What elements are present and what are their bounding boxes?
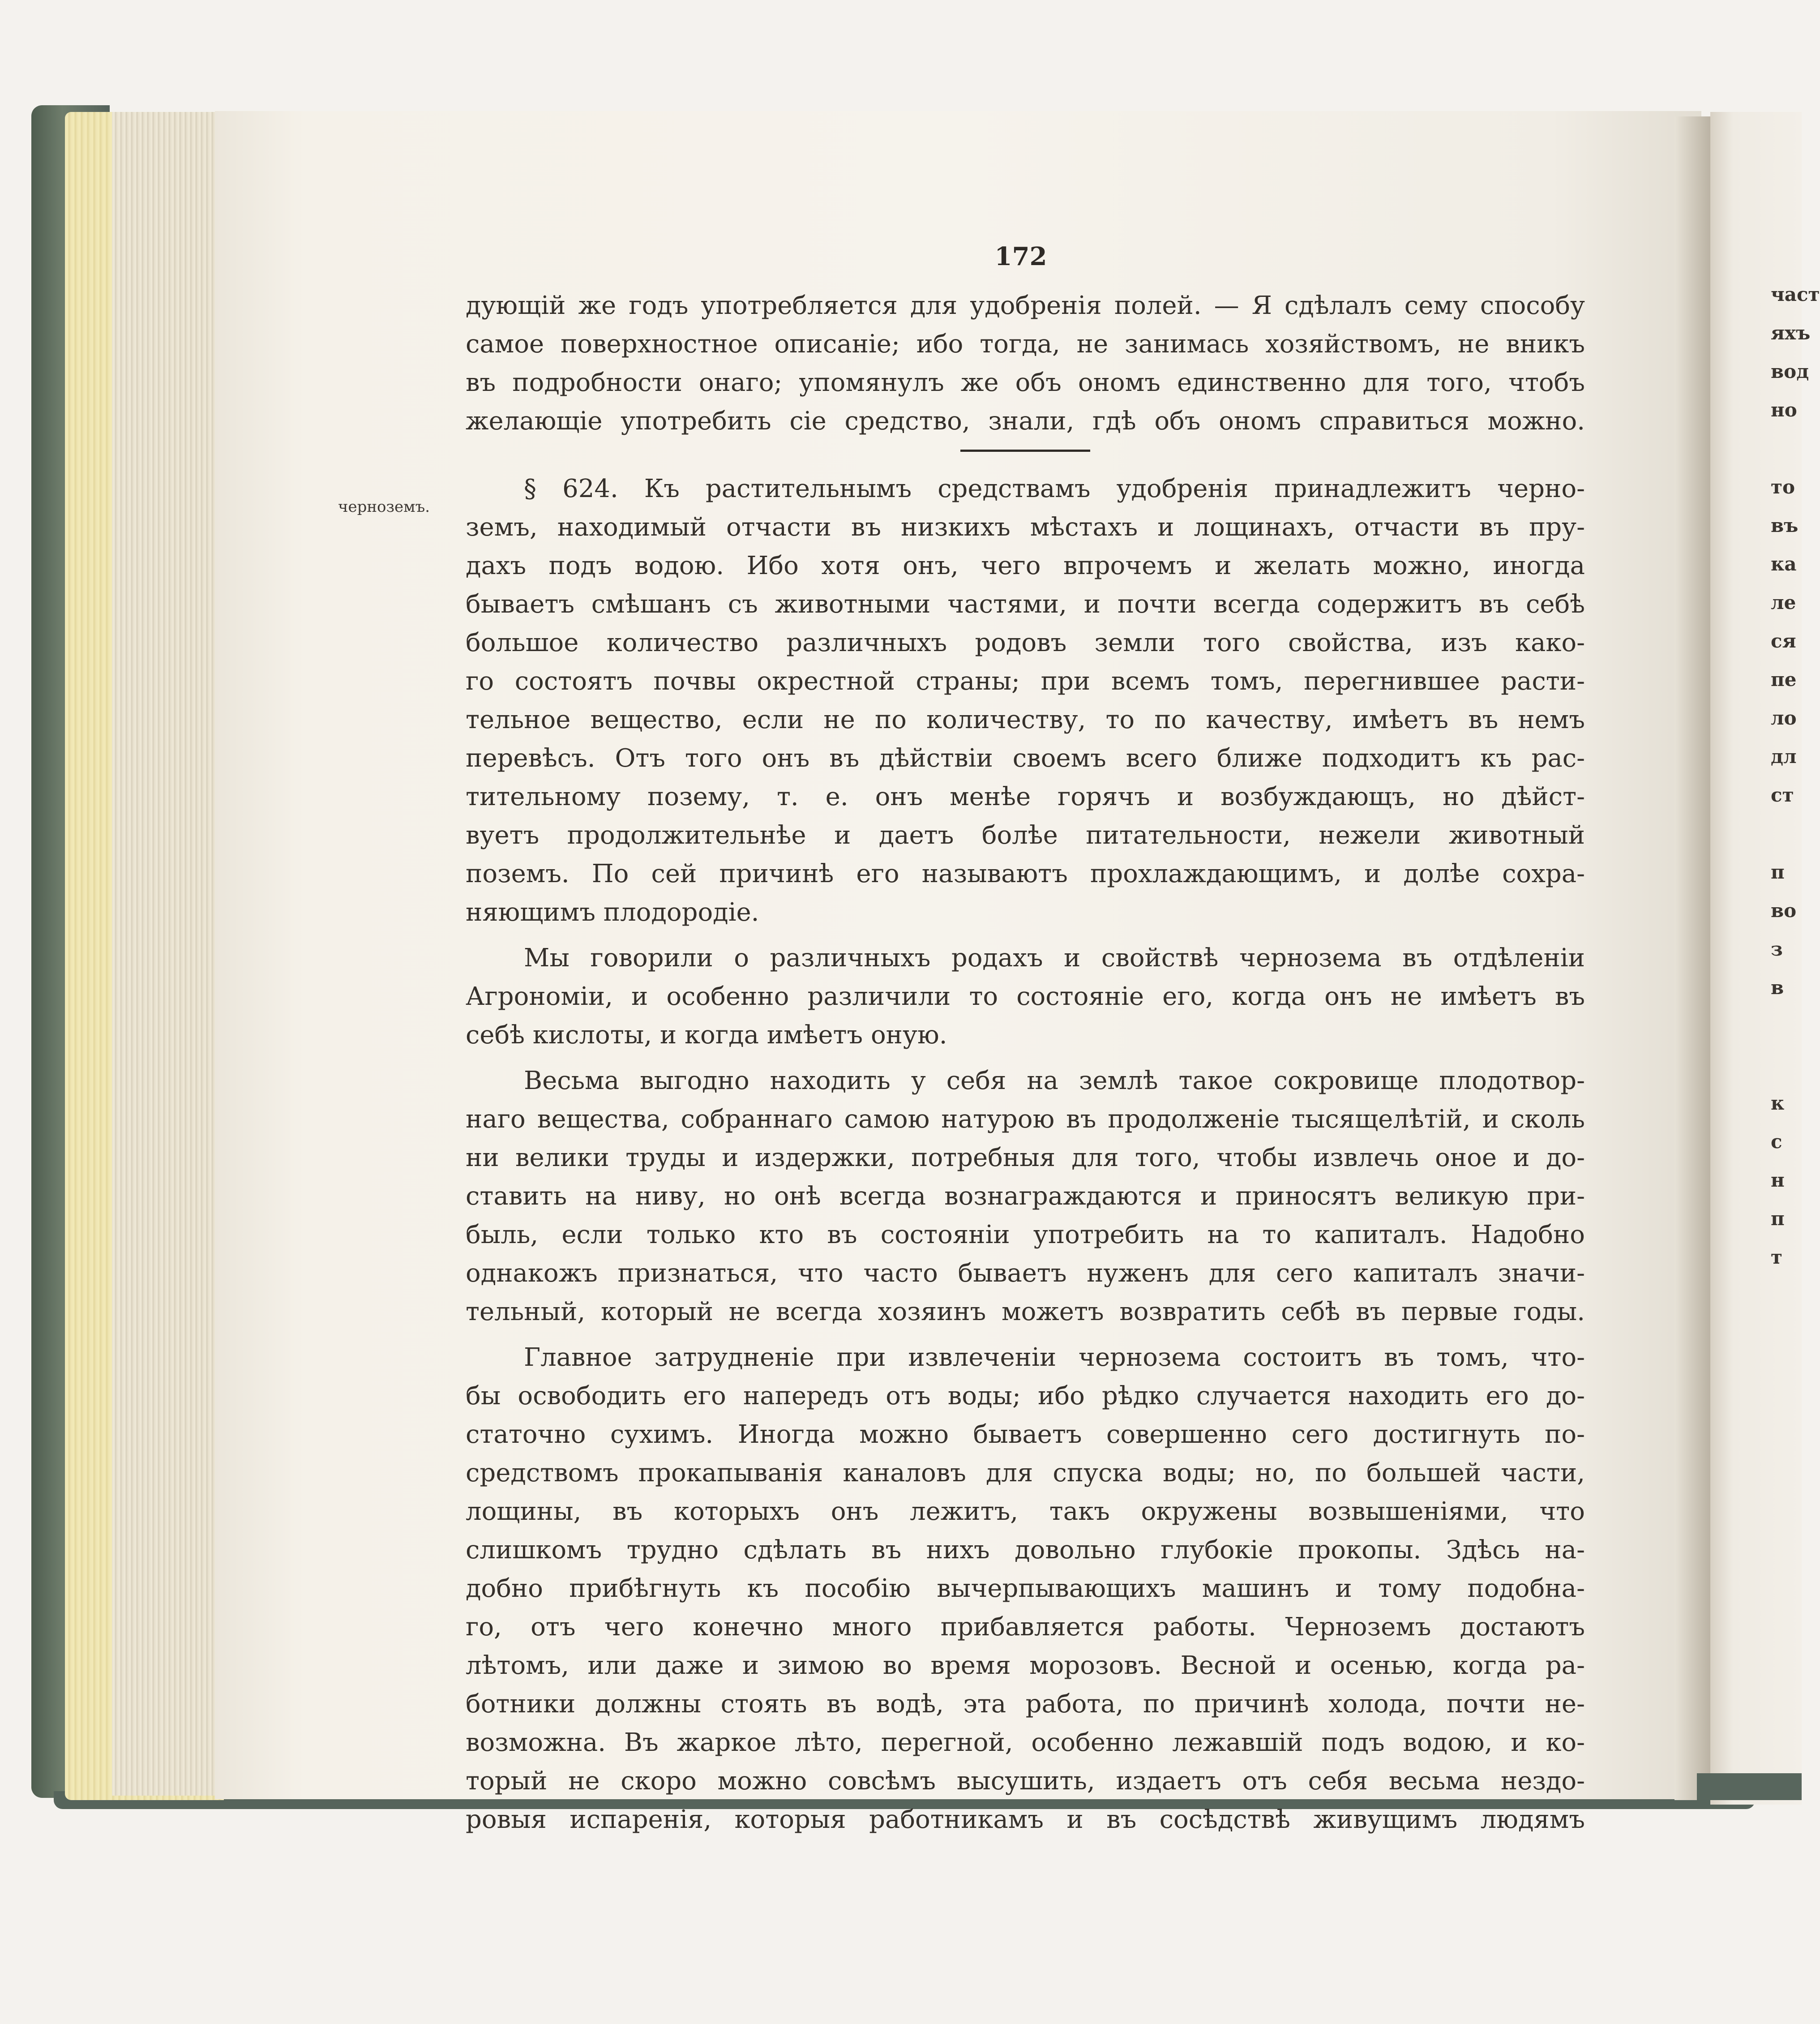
fragment: ка — [1771, 553, 1797, 575]
fragment: в — [1771, 977, 1784, 999]
text-line: лощины, въ которыхъ онъ лежитъ, такъ окружены возвышеніями, что — [466, 1497, 1585, 1526]
right-page-text-fragments — [1771, 275, 1820, 1277]
fragment: въ — [1771, 515, 1799, 536]
text-line: себѣ кислоты, и когда имѣетъ оную. — [466, 1021, 947, 1050]
text-line: тительному позему, т. е. онъ менѣе горячъ и возбуждающъ, но дѣйст- — [466, 782, 1585, 811]
text-line: § 624. Къ растительнымъ средствамъ удобренія принадлежитъ черно- — [524, 474, 1585, 503]
text-line: го состоятъ почвы окрестной страны; при всемъ томъ, перегнившее расти- — [466, 667, 1585, 696]
text-line: поземъ. По сей причинѣ его называютъ прохлаждающимъ, и долѣе сохра- — [466, 859, 1585, 888]
fragment: яхъ — [1771, 322, 1811, 344]
text-line: тельный, который не всегда хозяинъ можетъ возвратить себѣ въ первые годы. — [466, 1297, 1585, 1326]
text-line: Главное затрудненіе при извлеченіи чернозема состоитъ въ томъ, что- — [524, 1343, 1585, 1372]
text-line: бы освободить его напередъ отъ воды; ибо рѣдко случается находить его до- — [466, 1381, 1585, 1411]
fragment: з — [1771, 938, 1783, 960]
fragment: п — [1771, 1208, 1785, 1230]
text-line: ни велики труды и издержки, потребныя для того, чтобы извлечь оное и до- — [466, 1143, 1585, 1172]
margin-note: черноземъ. — [338, 498, 430, 516]
text-line: наго вещества, собраннаго самою натурою въ продолженіе тысящелѣтій, и сколь — [466, 1105, 1585, 1134]
fragment: част — [1771, 283, 1820, 305]
fragment: ле — [1771, 592, 1796, 613]
text-line: добно прибѣгнуть къ пособію вычерпывающихъ машинъ и тому подобна- — [466, 1574, 1585, 1603]
text-line: Агрономіи, и особенно различили то состояніе его, когда онъ не имѣетъ въ — [466, 982, 1585, 1011]
text-line: го, отъ чего конечно много прибавляется работы. Черноземъ достаютъ — [466, 1612, 1585, 1642]
fragment: во — [1771, 900, 1797, 922]
page-number: 172 — [994, 242, 1047, 271]
fragment: с — [1771, 1131, 1782, 1153]
book-cover-right — [1697, 1773, 1802, 1800]
fragment: ся — [1771, 630, 1796, 652]
text-line: возможна. Въ жаркое лѣто, перегной, особенно лежавшій подъ водою, и ко- — [466, 1728, 1585, 1757]
fragment: т — [1771, 1246, 1783, 1268]
text-line: лѣтомъ, или даже и зимою во время морозовъ. Весной и осенью, когда ра- — [466, 1651, 1585, 1680]
text-line: вуетъ продолжительнѣе и даетъ болѣе питательности, нежели животный — [466, 821, 1585, 850]
text-line: однакожъ признаться, что часто бываетъ нуженъ для сего капиталъ значи- — [466, 1259, 1585, 1288]
text-line: няющимъ плодородіе. — [466, 898, 759, 927]
text-line: торый не скоро можно совсѣмъ высушить, издаетъ отъ себя весьма нездо- — [466, 1767, 1585, 1796]
page-edges-inner — [112, 112, 224, 1796]
text-line: самое поверхностное описаніе; ибо тогда, не занимась хозяйствомъ, не вникъ — [466, 330, 1585, 359]
page-body — [466, 287, 1585, 1839]
text-line: средствомъ прокапыванія каналовъ для спуска воды; но, по большей части, — [466, 1458, 1585, 1488]
fragment: то — [1771, 476, 1795, 498]
fragment: ло — [1771, 707, 1797, 729]
fragment: п — [1771, 861, 1785, 883]
text-line: въ подробности онаго; упомянулъ же объ ономъ единственно для того, чтобъ — [466, 368, 1585, 397]
text-line: тельное вещество, если не по количеству, то по качеству, имѣетъ въ немъ — [466, 705, 1585, 734]
text-line: земъ, находимый отчасти въ низкихъ мѣстахъ и лощинахъ, отчасти въ пру- — [466, 513, 1585, 542]
text-line: слишкомъ трудно сдѣлать въ нихъ довольно глубокіе прокопы. Здѣсь на- — [466, 1535, 1585, 1565]
text-line: статочно сухимъ. Иногда можно бываетъ совершенно сего достигнуть по- — [466, 1420, 1585, 1449]
text-line: ботники должны стоять въ водѣ, эта работа, по причинѣ холода, почти не- — [466, 1690, 1585, 1719]
fragment: к — [1771, 1092, 1785, 1114]
text-line: желающіе употребить сіе средство, знали, гдѣ объ ономъ справиться можно. — [466, 407, 1585, 436]
fragment: дл — [1771, 746, 1797, 768]
fragment: н — [1771, 1169, 1785, 1191]
text-line: перевѣсъ. Отъ того онъ въ дѣйствіи своемъ всего ближе подходитъ къ рас- — [466, 744, 1585, 773]
section-divider — [960, 450, 1090, 452]
text-line: большое количество различныхъ родовъ земли того свойства, изъ како- — [466, 628, 1585, 657]
fragment: пе — [1771, 669, 1797, 690]
text-line: Весьма выгодно находить у себя на землѣ такое сокровище плодотвор- — [524, 1066, 1585, 1095]
fragment: вод — [1771, 360, 1809, 382]
fragment: ст — [1771, 784, 1794, 806]
text-line: дующій же годъ употребляется для удобренія полей. — Я сдѣлалъ сему способу — [466, 291, 1585, 320]
text-line: дахъ подъ водою. Ибо хотя онъ, чего впрочемъ и желать можно, иногда — [466, 551, 1585, 580]
text-line: Мы говорили о различныхъ родахъ и свойствѣ чернозема въ отдѣленіи — [524, 943, 1585, 973]
fragment: но — [1771, 399, 1797, 421]
text-line: быль, если только кто въ состояніи употребить на то капиталъ. Надобно — [466, 1220, 1585, 1249]
text-line: ровыя испаренія, которыя работникамъ и въ сосѣдствѣ живущимъ людямъ — [466, 1805, 1585, 1834]
text-line: бываетъ смѣшанъ съ животными частями, и почти всегда содержитъ въ себѣ — [466, 590, 1585, 619]
text-line: ставить на ниву, но онѣ всегда вознаграждаются и приносятъ великую при- — [466, 1182, 1585, 1211]
book-gutter — [1674, 116, 1715, 1800]
